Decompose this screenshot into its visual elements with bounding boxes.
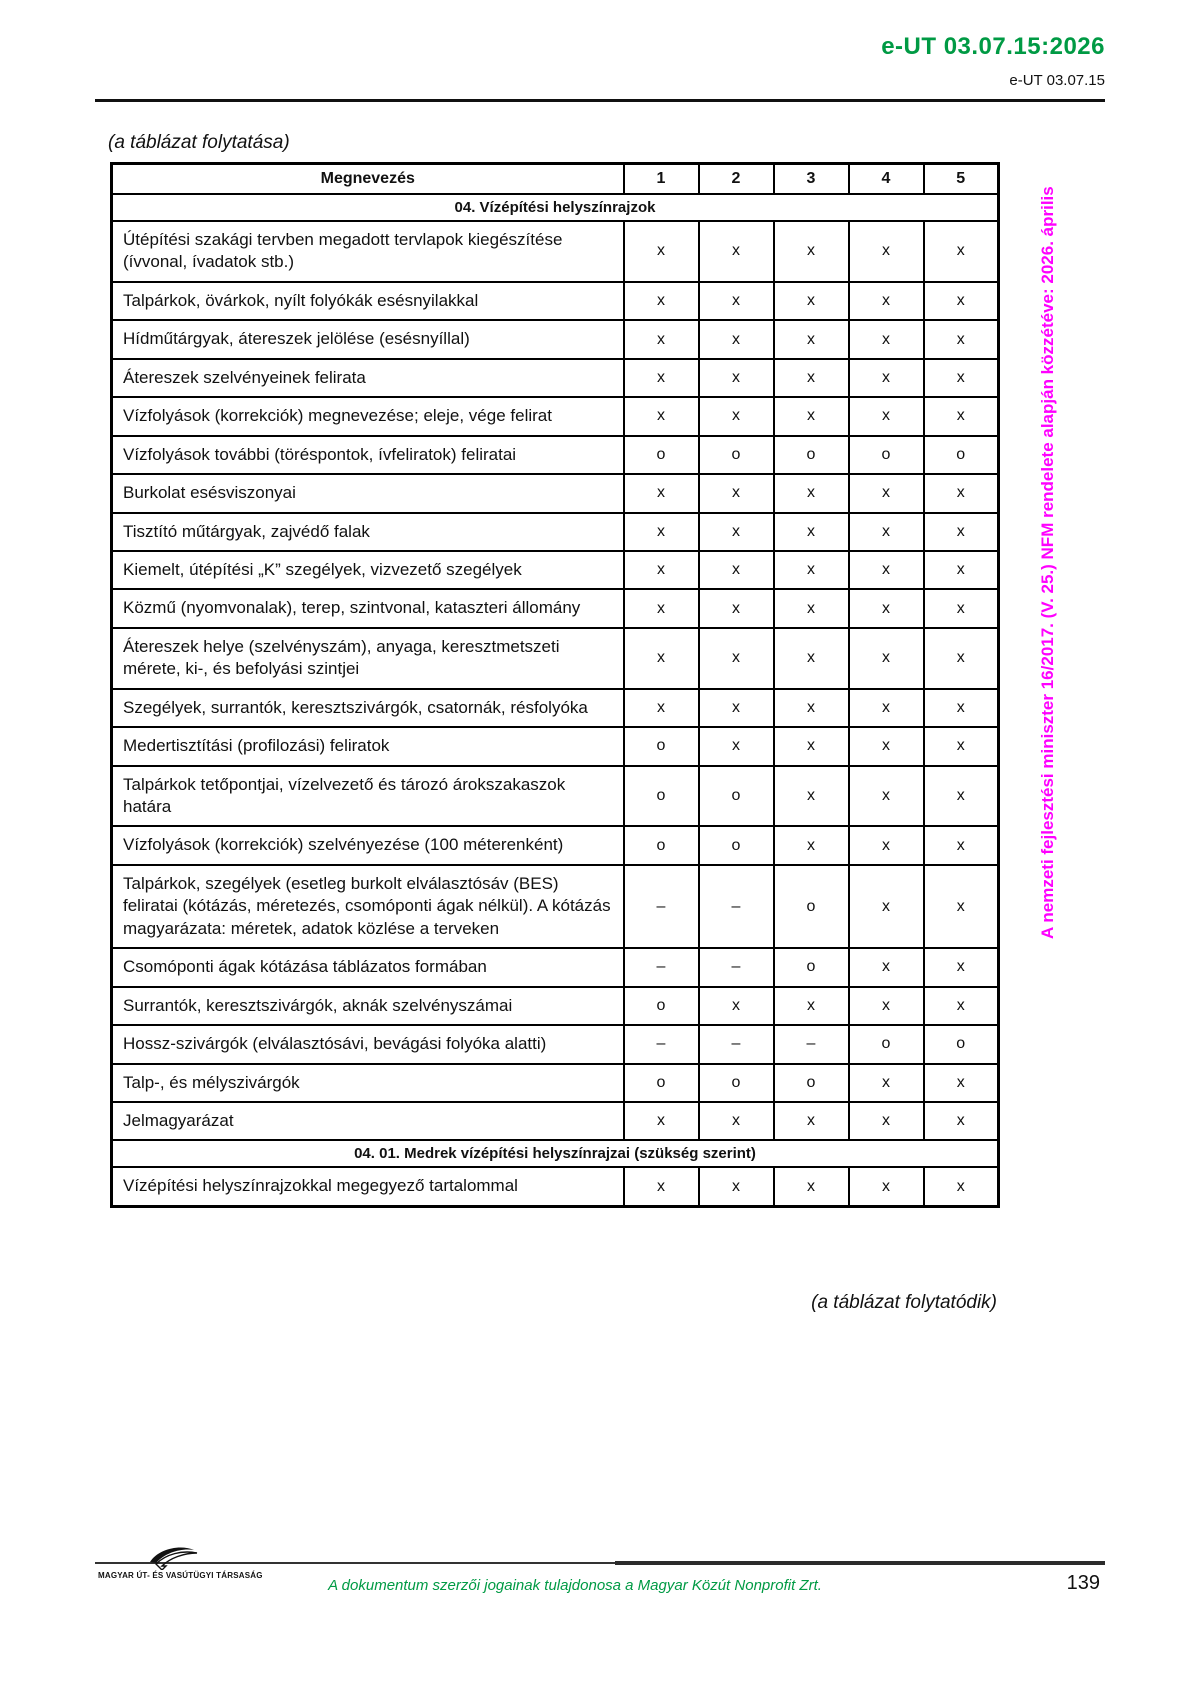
row-mark: x [699, 1167, 774, 1206]
table-row [112, 513, 999, 551]
table-row [112, 436, 999, 474]
organization-logo [98, 1544, 263, 1580]
table-row [112, 628, 999, 689]
row-mark: x [774, 282, 849, 320]
row-label: Vízfolyások (korrekciók) szelvényezése (100 méterenként) [112, 826, 624, 864]
row-mark: x [774, 551, 849, 589]
row-mark: x [774, 397, 849, 435]
row-mark: o [699, 436, 774, 474]
row-mark: x [849, 826, 924, 864]
row-mark: x [699, 397, 774, 435]
row-mark: x [924, 628, 999, 689]
row-mark: x [774, 689, 849, 727]
row-mark: x [849, 589, 924, 627]
row-label: Talp-, és mélyszivárgók [112, 1064, 624, 1102]
row-mark: x [849, 1167, 924, 1206]
row-mark: o [924, 1025, 999, 1063]
table-continuation-note-top: (a táblázat folytatása) [108, 132, 290, 153]
row-mark: o [699, 1064, 774, 1102]
row-mark: x [849, 513, 924, 551]
row-mark: x [924, 1167, 999, 1206]
row-mark: o [624, 436, 699, 474]
row-mark: x [699, 689, 774, 727]
row-mark: x [924, 948, 999, 986]
copyright-notice: A dokumentum szerzői jogainak tulajdonosa a Magyar Közút Nonprofit Zrt. [328, 1577, 822, 1594]
row-mark: x [849, 727, 924, 765]
row-mark: x [774, 766, 849, 827]
table-row [112, 320, 999, 358]
section-title: 04. 01. Medrek vízépítési helyszínrajzai (szükség szerint) [112, 1140, 999, 1167]
row-label: Surrantók, keresztszivárgók, aknák szelvényszámai [112, 987, 624, 1025]
row-mark: x [774, 513, 849, 551]
row-mark: o [849, 436, 924, 474]
row-mark: x [924, 589, 999, 627]
row-mark: o [849, 1025, 924, 1063]
row-mark: x [849, 320, 924, 358]
table-row [112, 474, 999, 512]
row-mark: o [624, 987, 699, 1025]
row-mark: – [699, 1025, 774, 1063]
row-mark: o [624, 826, 699, 864]
row-label: Jelmagyarázat [112, 1102, 624, 1140]
header-rule [95, 99, 1105, 102]
row-mark: x [624, 397, 699, 435]
row-mark: x [924, 987, 999, 1025]
row-mark: x [624, 1167, 699, 1206]
row-mark: x [699, 1102, 774, 1140]
table-row [112, 987, 999, 1025]
column-header-name: Megnevezés [112, 164, 624, 195]
row-mark: x [924, 1064, 999, 1102]
table-row [112, 689, 999, 727]
row-label: Burkolat esésviszonyai [112, 474, 624, 512]
table-row [112, 359, 999, 397]
row-mark: x [699, 320, 774, 358]
column-header-1: 1 [624, 164, 699, 195]
row-mark: x [924, 513, 999, 551]
row-mark: x [699, 551, 774, 589]
row-mark: x [624, 1102, 699, 1140]
row-mark: x [624, 589, 699, 627]
row-mark: x [699, 987, 774, 1025]
row-mark: x [849, 551, 924, 589]
table-row [112, 1102, 999, 1140]
table-row [112, 826, 999, 864]
row-mark: x [849, 359, 924, 397]
section-row [112, 1140, 999, 1167]
table-row [112, 1025, 999, 1063]
row-mark: x [624, 513, 699, 551]
table-row [112, 1064, 999, 1102]
row-label: Kiemelt, útépítési „K” szegélyek, vizvezető szegélyek [112, 551, 624, 589]
table-row [112, 282, 999, 320]
row-mark: x [924, 474, 999, 512]
row-mark: x [699, 359, 774, 397]
row-mark: x [699, 474, 774, 512]
row-mark: x [699, 282, 774, 320]
row-mark: o [699, 766, 774, 827]
row-mark: x [699, 221, 774, 282]
row-mark: x [624, 320, 699, 358]
row-mark: x [774, 474, 849, 512]
row-mark: x [849, 1102, 924, 1140]
row-mark: x [699, 589, 774, 627]
row-label: Talpárkok, szegélyek (esetleg burkolt elválasztósáv (BES) feliratai (kótázás, méretezés, csomóponti ágak nélkül). A kótázás magyarázata: méretek, adatok közlése a terveken [112, 865, 624, 948]
row-mark: x [924, 282, 999, 320]
row-mark: x [774, 826, 849, 864]
row-mark: x [699, 628, 774, 689]
column-header-5: 5 [924, 164, 999, 195]
page-number: 139 [1066, 1572, 1100, 1594]
table-row [112, 948, 999, 986]
row-mark: o [624, 766, 699, 827]
table-continuation-note-bottom: (a táblázat folytatódik) [811, 1292, 997, 1313]
section-title: 04. Vízépítési helyszínrajzok [112, 194, 999, 221]
row-label: Szegélyek, surrantók, keresztszivárgók, csatornák, résfolyóka [112, 689, 624, 727]
row-mark: x [849, 689, 924, 727]
row-mark: x [849, 397, 924, 435]
row-mark: x [924, 359, 999, 397]
row-mark: x [849, 221, 924, 282]
row-mark: – [624, 948, 699, 986]
row-label: Talpárkok, övárkok, nyílt folyókák esésnyilakkal [112, 282, 624, 320]
row-mark: x [924, 551, 999, 589]
row-mark: x [624, 689, 699, 727]
row-mark: x [924, 766, 999, 827]
row-mark: – [624, 865, 699, 948]
row-mark: x [849, 948, 924, 986]
table-row [112, 727, 999, 765]
row-label: Vízfolyások (korrekciók) megnevezése; eleje, vége felirat [112, 397, 624, 435]
row-mark: x [924, 826, 999, 864]
row-label: Hossz-szivárgók (elválasztósávi, bevágási folyóka alatti) [112, 1025, 624, 1063]
row-mark: x [774, 320, 849, 358]
row-mark: x [924, 865, 999, 948]
table-row [112, 551, 999, 589]
row-mark: x [924, 1102, 999, 1140]
row-mark: x [699, 727, 774, 765]
section-row [112, 194, 999, 221]
row-mark: x [624, 359, 699, 397]
side-margin-note: A nemzeti fejlesztési miniszter 16/2017. (V. 25.) NFM rendelete alapján közzétéve: 2026. április [1038, 186, 1057, 939]
row-label: Vízfolyások további (töréspontok, ívfeliratok) feliratai [112, 436, 624, 474]
column-header-2: 2 [699, 164, 774, 195]
table-row [112, 766, 999, 827]
row-mark: x [849, 474, 924, 512]
row-mark: x [774, 628, 849, 689]
row-mark: o [699, 826, 774, 864]
table-row [112, 865, 999, 948]
row-label: Útépítési szakági tervben megadott tervlapok kiegészítése (ívvonal, ívadatok stb.) [112, 221, 624, 282]
row-mark: x [624, 628, 699, 689]
row-mark: x [624, 282, 699, 320]
row-mark: – [624, 1025, 699, 1063]
row-mark: x [774, 589, 849, 627]
row-mark: x [924, 397, 999, 435]
table-row [112, 221, 999, 282]
row-mark: x [924, 221, 999, 282]
requirements-table-body [112, 194, 999, 1206]
table-row [112, 1167, 999, 1206]
row-label: Medertisztítási (profilozási) feliratok [112, 727, 624, 765]
row-label: Csomóponti ágak kótázása táblázatos formában [112, 948, 624, 986]
row-mark: o [774, 948, 849, 986]
doc-code-short: e-UT 03.07.15 [1009, 72, 1105, 89]
doc-code-full: e-UT 03.07.15:2026 [881, 33, 1105, 60]
row-mark: x [924, 320, 999, 358]
row-mark: x [774, 221, 849, 282]
row-mark: – [699, 948, 774, 986]
row-mark: x [624, 551, 699, 589]
row-mark: x [774, 359, 849, 397]
row-mark: x [849, 628, 924, 689]
row-label: Átereszek szelvényeinek felirata [112, 359, 624, 397]
row-mark: x [924, 727, 999, 765]
row-mark: o [624, 1064, 699, 1102]
row-mark: x [924, 689, 999, 727]
row-mark: – [774, 1025, 849, 1063]
row-label: Közmű (nyomvonalak), terep, szintvonal, kataszteri állomány [112, 589, 624, 627]
row-label: Hídműtárgyak, átereszek jelölése (esésnyíllal) [112, 320, 624, 358]
row-mark: o [924, 436, 999, 474]
row-mark: x [624, 221, 699, 282]
row-mark: x [849, 987, 924, 1025]
row-label: Vízépítési helyszínrajzokkal megegyező tartalommal [112, 1167, 624, 1206]
row-mark: o [774, 865, 849, 948]
row-mark: o [624, 727, 699, 765]
table-header-row [112, 164, 999, 195]
row-mark: o [774, 1064, 849, 1102]
row-mark: x [624, 474, 699, 512]
row-mark: x [849, 1064, 924, 1102]
row-mark: x [774, 1167, 849, 1206]
column-header-4: 4 [849, 164, 924, 195]
row-label: Talpárkok tetőpontjai, vízelvezető és tározó árokszakaszok határa [112, 766, 624, 827]
row-mark: – [699, 865, 774, 948]
swoosh-logo-icon [98, 1544, 248, 1570]
row-mark: x [774, 987, 849, 1025]
table-row [112, 397, 999, 435]
row-mark: x [849, 766, 924, 827]
row-mark: x [849, 865, 924, 948]
row-label: Átereszek helye (szelvényszám), anyaga, keresztmetszeti mérete, ki-, és befolyási szintjei [112, 628, 624, 689]
row-mark: x [774, 727, 849, 765]
row-mark: x [849, 282, 924, 320]
organization-name: MAGYAR ÚT- ÉS VASÚTÜGYI TÁRSASÁG [98, 1571, 263, 1580]
footer-rule-right [615, 1561, 1105, 1565]
row-mark: o [774, 436, 849, 474]
row-mark: x [699, 513, 774, 551]
row-mark: x [774, 1102, 849, 1140]
table-row [112, 589, 999, 627]
row-label: Tisztító műtárgyak, zajvédő falak [112, 513, 624, 551]
requirements-table [110, 162, 1000, 1208]
column-header-3: 3 [774, 164, 849, 195]
